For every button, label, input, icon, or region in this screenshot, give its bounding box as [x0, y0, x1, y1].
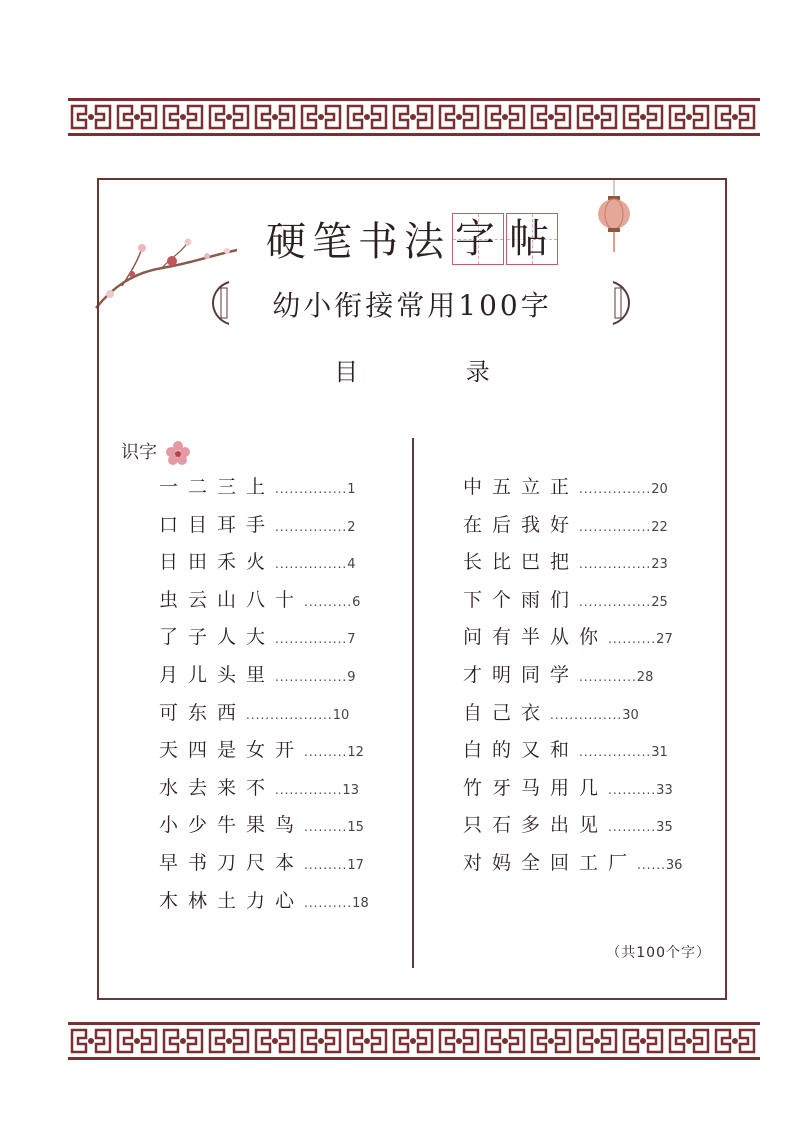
page-title [99, 210, 725, 267]
toc-entry-leader: ............... [579, 482, 652, 496]
title-grid-char: 字 [452, 213, 504, 265]
toc-entry-leader: ......... [304, 820, 348, 835]
toc-heading: 目 录 [334, 358, 540, 386]
toc-entry-chars: 在后我好 [463, 513, 580, 536]
toc-entry-leader: ............ [579, 670, 637, 684]
title-char: 硬 [266, 219, 312, 265]
toc-entry-chars: 可东西 [159, 701, 247, 724]
toc-entry-leader: ............... [550, 707, 623, 722]
toc-entry-chars: 了子人大 [159, 626, 276, 649]
toc-entry-page: 9 [347, 670, 356, 685]
toc-entry[interactable] [159, 810, 364, 837]
toc-entry-chars: 口目耳手 [159, 513, 276, 536]
toc-entry-page: 20 [651, 482, 668, 497]
toc-entry-page: 36 [665, 858, 683, 873]
toc-entry[interactable] [463, 585, 668, 612]
toc-entry-leader: .................. [246, 707, 333, 722]
toc-entry-chars: 月儿头里 [159, 664, 276, 686]
toc-entry[interactable] [159, 585, 360, 612]
toc-entry-chars: 下个雨们 [463, 588, 580, 611]
title-char: 书 [358, 219, 404, 265]
toc-entry[interactable] [159, 547, 356, 574]
toc-entry-page: 1 [347, 482, 356, 497]
toc-entry[interactable] [159, 660, 356, 687]
toc-entry-leader: .......... [608, 782, 657, 797]
toc-entry-leader: ............... [275, 670, 348, 684]
toc-entry-page: 25 [651, 594, 668, 610]
title-char: 笔 [312, 219, 358, 265]
toc-entry-chars: 才明同学 [463, 664, 580, 686]
toc-entry[interactable] [463, 472, 668, 499]
toc-entry-page: 28 [636, 670, 654, 685]
toc-entry-chars: 小少牛果鸟 [159, 814, 305, 837]
toc-entry-page: 30 [622, 707, 639, 723]
toc-entry[interactable] [159, 886, 369, 913]
toc-entry[interactable] [159, 510, 356, 537]
toc-entry-leader: ......... [304, 745, 348, 760]
toc-entry-leader: .......... [304, 895, 353, 910]
toc-entry-leader: ...... [637, 858, 666, 872]
toc-entry-page: 27 [656, 632, 673, 648]
toc-entry-chars: 自己衣 [463, 701, 551, 724]
toc-entry-leader: ............... [275, 632, 348, 647]
toc-entry-chars: 对妈全回工厂 [463, 852, 638, 874]
toc-entry-chars: 早书刀尺本 [159, 852, 305, 874]
toc-entry[interactable] [159, 735, 364, 762]
toc-entry[interactable] [159, 698, 349, 725]
toc-entry-chars: 虫云山八十 [159, 588, 305, 611]
toc-entry-page: 17 [347, 858, 364, 873]
toc-entry-leader: .......... [304, 594, 353, 609]
toc-entry-page: 10 [332, 707, 350, 723]
toc-entry[interactable] [463, 735, 668, 762]
top-decorative-border [68, 98, 760, 136]
toc-entry-page: 18 [352, 895, 369, 911]
toc-entry-chars: 水去来不 [159, 776, 276, 799]
toc-entry-page: 6 [352, 594, 361, 610]
toc-entry[interactable] [463, 547, 668, 574]
column-divider [412, 438, 414, 968]
right-bracket-ornament [609, 280, 633, 326]
toc-entry-leader: ............... [275, 482, 348, 496]
toc-entry-page: 4 [347, 557, 356, 573]
subtitle: 幼小衔接常用100字 [272, 289, 552, 322]
toc-entry[interactable] [463, 773, 673, 800]
toc-entry-chars: 长比巴把 [463, 551, 580, 574]
section-label: 识字 [121, 442, 157, 463]
toc-entry-chars: 天四是女开 [159, 739, 305, 762]
toc-entry[interactable] [159, 773, 359, 800]
toc-entry[interactable] [463, 510, 668, 537]
toc-entry-page: 2 [347, 519, 356, 535]
toc-entry[interactable] [463, 622, 673, 649]
toc-entry[interactable] [159, 848, 364, 875]
bottom-decorative-border [68, 1022, 760, 1060]
toc-entry[interactable] [463, 810, 673, 837]
toc-entry-leader: .......... [608, 820, 657, 835]
toc-entry-page: 22 [651, 519, 668, 535]
toc-entry[interactable] [463, 660, 653, 687]
toc-entry-leader: ............... [579, 594, 652, 609]
toc-entry[interactable] [159, 622, 356, 649]
toc-entry-chars: 中五立正 [463, 476, 580, 498]
toc-entry-leader: ............... [579, 519, 652, 534]
toc-entry-chars: 竹牙马用几 [463, 776, 609, 799]
toc-entry-page: 12 [347, 745, 364, 761]
toc-entry[interactable] [463, 698, 639, 725]
plum-blossom-icon [165, 440, 191, 470]
toc-entry-leader: ............... [275, 519, 348, 534]
title-char: 法 [404, 219, 450, 265]
toc-entry-chars: 一二三上 [159, 476, 276, 498]
toc-entry-chars: 只石多出见 [463, 814, 609, 837]
toc-entry-leader: ............... [579, 557, 652, 572]
toc-entry-leader: .......... [608, 632, 657, 647]
toc-entry-page: 31 [651, 745, 668, 761]
toc-entry-chars: 木林土力心 [159, 889, 305, 912]
toc-entry-leader: .............. [275, 782, 343, 797]
content-frame [97, 178, 727, 1000]
total-count: （共100个字） [606, 945, 711, 961]
toc-entry-chars: 日田禾火 [159, 551, 276, 574]
toc-entry-chars: 问有半从你 [463, 626, 609, 649]
toc-entry-page: 33 [656, 782, 673, 798]
toc-entry-leader: ............... [275, 557, 348, 572]
toc-entry-page: 7 [347, 632, 356, 648]
toc-entry[interactable] [159, 472, 356, 499]
subtitle-banner [99, 280, 725, 330]
toc-entry-page: 15 [347, 820, 364, 836]
toc-entry-page: 23 [651, 557, 668, 573]
toc-entry-page: 13 [342, 782, 359, 798]
toc-entry-chars: 白的又和 [463, 739, 580, 762]
title-grid-char: 帖 [506, 213, 558, 265]
toc-entry[interactable] [463, 848, 682, 875]
toc-entry-page: 35 [656, 820, 673, 836]
toc-entry-leader: ............... [579, 745, 652, 760]
toc-entry-leader: ......... [304, 858, 348, 872]
